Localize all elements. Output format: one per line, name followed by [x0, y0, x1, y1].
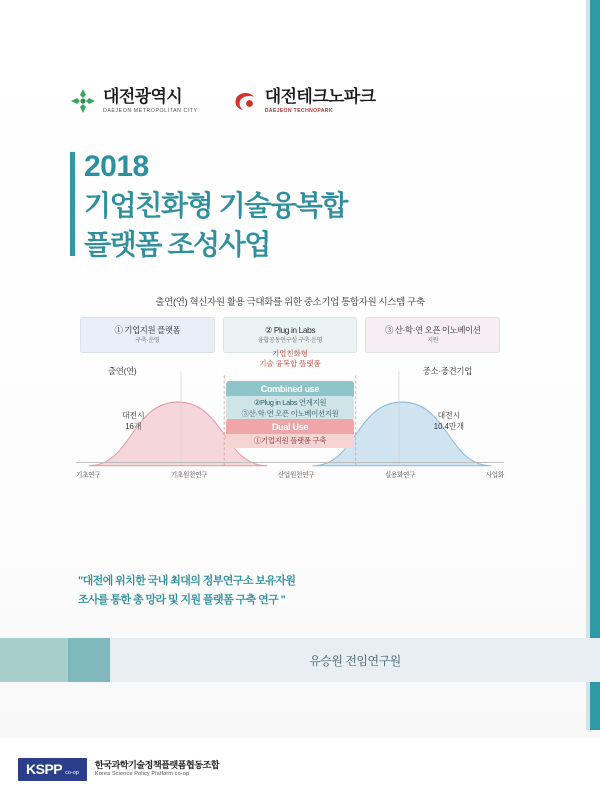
peak-label-left [122, 411, 145, 433]
logo-text-group [265, 88, 376, 115]
peak-label-right-line-2: 10.4만개 [433, 421, 464, 431]
author-name: 유승원 전임연구원 [309, 653, 401, 668]
kspp-logo-main: KSPP [26, 760, 63, 777]
axis-tick-3: 실용화연구 [384, 472, 416, 479]
quote-line-2: 조사를 통한 총 망라 및 지원 플랫폼 구축 연구 " [78, 593, 286, 606]
chart-axis-line [76, 462, 504, 463]
title-year: 2018 [84, 150, 149, 183]
logo-daejeon-technopark [232, 88, 376, 115]
pill-dual-use: Dual Use [226, 419, 354, 436]
logo-label-kr: 대전광역시 [103, 87, 183, 106]
peak-label-right-line-1: 대전시 [437, 411, 461, 420]
page-title [70, 148, 530, 265]
pill-company-support-platform: ①기업지원 플랫폼 구축 [226, 434, 354, 448]
author-band-block-left [0, 638, 68, 682]
chart-center-title [259, 349, 320, 369]
program-box-2-main: ② Plug in Labs [264, 325, 316, 336]
program-box-3-main: ③ 산·학·연 오픈 이노베이션 [384, 325, 481, 336]
footer-org-kr: 한국과학기술정책플랫폼협동조합 [94, 759, 220, 770]
program-box-1-sub: 구축·운영 [135, 336, 160, 344]
logo-row [70, 88, 376, 115]
kspp-logo [18, 758, 87, 781]
logo-label-en: DAEJEON METROPOLITAN CITY [103, 107, 198, 114]
kspp-logo-tiny: co-op [65, 769, 79, 776]
technopark-emblem-icon [232, 88, 258, 114]
diagram-program-boxes [70, 317, 510, 353]
right-accent-strip-light [586, 0, 590, 730]
pill-plug-in-labs: ②Plug in Labs 연계지원 [226, 396, 354, 410]
pill-open-innovation: ③산·학·연 오픈 이노베이션지원 [226, 407, 354, 421]
peak-label-left-line-1: 대전시 [122, 411, 145, 420]
subtitle-quote [78, 572, 498, 609]
program-box-1 [80, 317, 215, 353]
right-accent-strip [590, 0, 600, 730]
author-band [0, 638, 600, 682]
program-box-2-sub: 융합공동연구실 구축·운영 [257, 336, 323, 344]
valley-of-death-chart [70, 349, 510, 481]
title-line-1: 기업친화형 기술융복합 [84, 189, 347, 221]
axis-tick-1: 기초원천연구 [170, 472, 208, 479]
chart-axis-ticks [76, 469, 504, 479]
chart-center-title-line-2: 기술 융복합 플랫폼 [259, 358, 321, 368]
axis-tick-2: 산업원천연구 [277, 472, 315, 479]
program-box-3-sub: 지원 [427, 336, 439, 344]
title-accent-bar [70, 152, 75, 256]
chart-center-title-line-1: 기업친화형 [272, 349, 308, 358]
program-box-3 [365, 317, 500, 353]
pill-combined-use: Combined use [226, 381, 354, 398]
program-box-2 [223, 317, 358, 353]
footer-org-text [95, 760, 219, 778]
axis-tick-0: 기초연구 [76, 472, 101, 479]
chart-left-header: 출연(연) [108, 366, 137, 376]
footer-org-en: Korea Science Policy Platform co-op [94, 771, 190, 778]
author-band-block-right [110, 638, 600, 682]
footer [0, 738, 600, 800]
author-band-block-mid [68, 638, 110, 682]
title-line-2: 플랫폼 조성사업 [84, 229, 270, 261]
logo-label-en: DAEJEON TECHNOPARK [264, 107, 333, 114]
program-box-1-main: ① 기업지원 플랫폼 [114, 325, 181, 336]
quote-line-1: "대전에 위치한 국내 최대의 정부연구소 보유자원 [78, 575, 296, 587]
axis-tick-4: 사업화 [485, 472, 504, 479]
logo-label-kr: 대전테크노파크 [264, 87, 376, 106]
daejeon-city-emblem-icon [70, 88, 96, 114]
logo-text-group [103, 88, 198, 115]
diagram-caption: 출연(연) 혁신자원 활용 극대화를 위한 중소기업 통합자원 시스템 구축 [155, 297, 425, 308]
logo-daejeon-metropolitan-city [70, 88, 198, 115]
chart-right-header: 중소·중견기업 [422, 366, 472, 376]
peak-label-right [434, 411, 464, 433]
concept-diagram [70, 290, 510, 500]
peak-label-left-line-2: 16개 [125, 421, 142, 431]
